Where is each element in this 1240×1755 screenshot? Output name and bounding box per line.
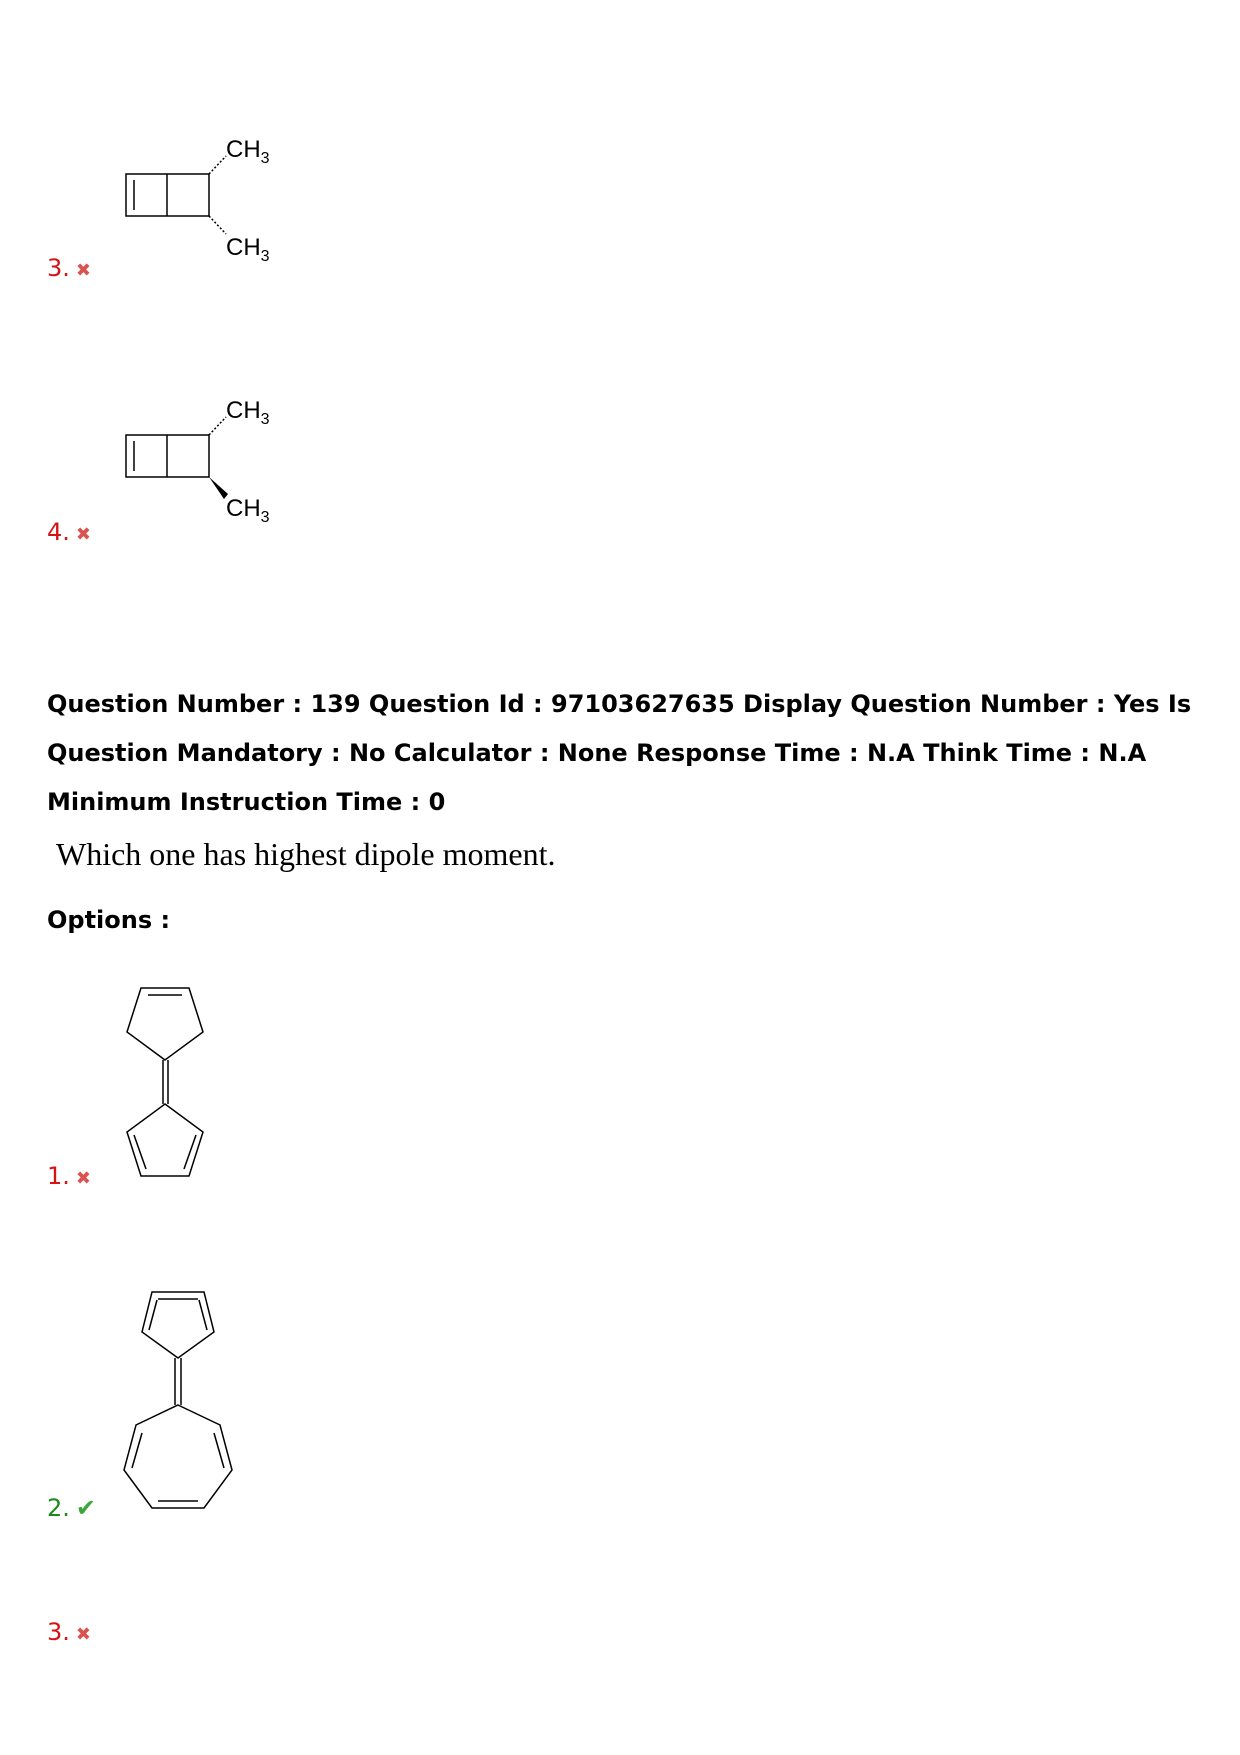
- ch3-label: $CH_3$: [226, 234, 270, 265]
- cross-icon: ✖: [75, 260, 91, 281]
- ch3-label: $CH_3$: [226, 136, 270, 167]
- option-1[interactable]: [47, 1162, 91, 1190]
- prev-option-4: [47, 518, 91, 546]
- question-text: Which one has highest dipole moment.: [56, 836, 556, 872]
- option-number: 2.: [47, 1494, 70, 1522]
- option-number: 3.: [47, 254, 70, 282]
- option-3[interactable]: [47, 1618, 91, 1646]
- option-number: 4.: [47, 518, 70, 546]
- options-label: Options :: [47, 906, 171, 934]
- check-icon: ✔: [75, 1494, 97, 1522]
- prev-option-3: [47, 254, 91, 282]
- ch3-label: $CH_3$: [226, 495, 270, 526]
- cross-icon: ✖: [75, 524, 91, 545]
- option-number: 1.: [47, 1162, 70, 1190]
- option-number: 3.: [47, 1618, 70, 1646]
- cross-icon: ✖: [75, 1624, 91, 1645]
- ch3-label: $CH_3$: [226, 397, 270, 428]
- option-2[interactable]: [47, 1494, 96, 1522]
- cross-icon: ✖: [75, 1168, 91, 1189]
- question-meta: Question Number : 139 Question Id : 97103627635 Display Question Number : Yes Is Question Mandatory : No Calculator : None Response Time : N.A Think Time : N.A Minimum Instruction Time : 0: [47, 690, 1192, 816]
- structure-option-2: [0, 0, 1, 1]
